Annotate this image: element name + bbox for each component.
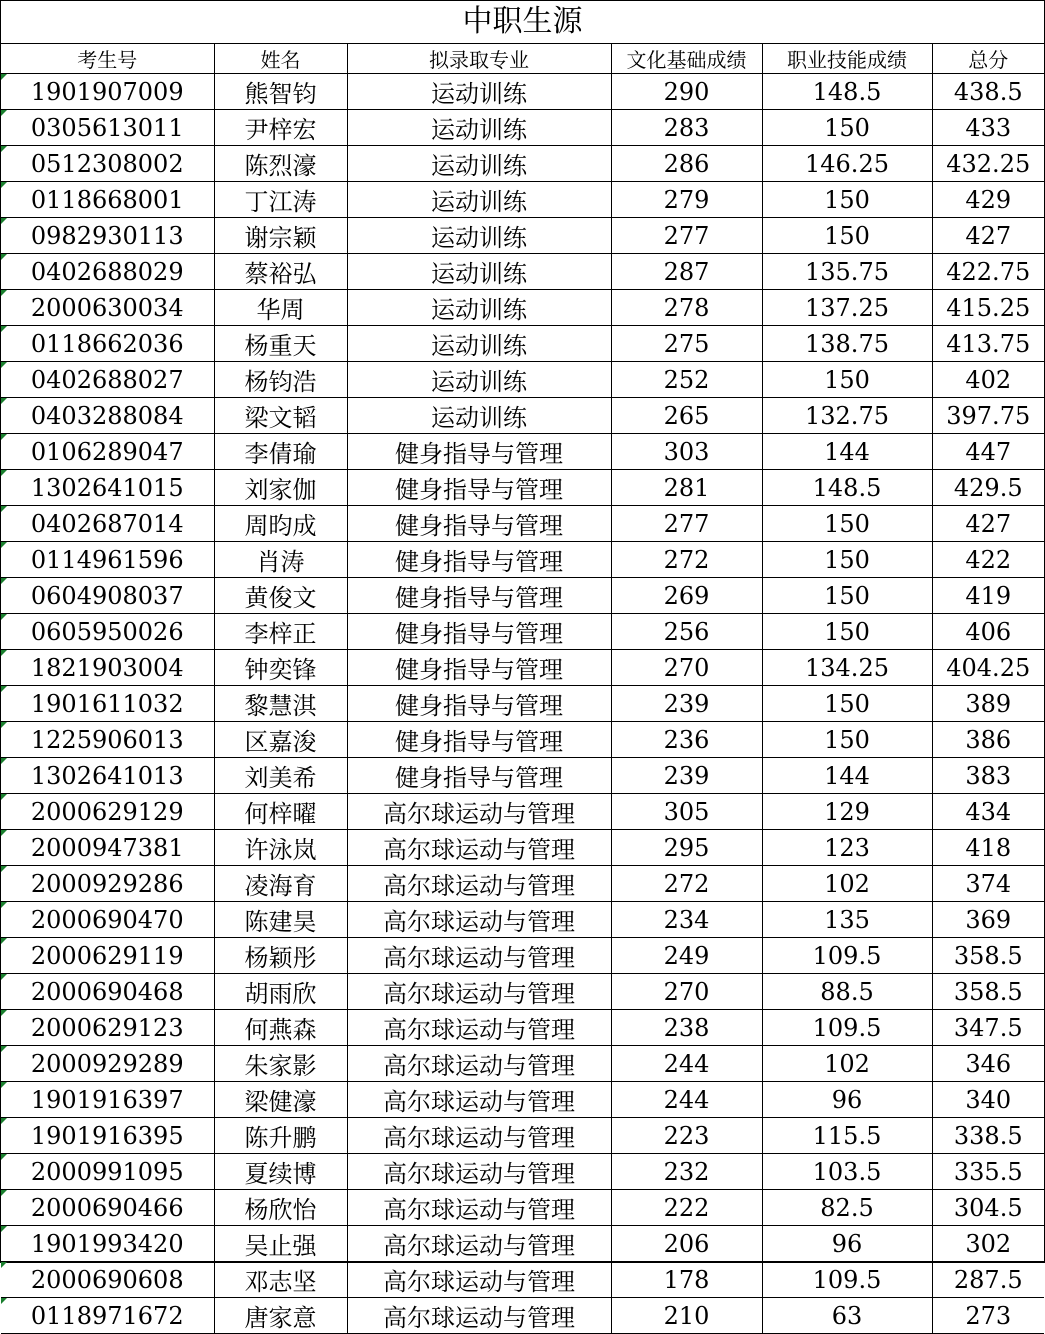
cell-skill-score[interactable]: 150	[762, 362, 932, 398]
cell-total[interactable]: 415.25	[932, 290, 1044, 326]
cell-culture-score[interactable]: 238	[611, 1010, 762, 1046]
cell-exam-id[interactable]: 2000929286	[1, 866, 214, 902]
cell-total[interactable]: 346	[932, 1046, 1044, 1082]
header-cell-skill-score[interactable]: 职业技能成绩	[762, 44, 932, 74]
cell-total[interactable]: 340	[932, 1082, 1044, 1118]
cell-major[interactable]: 健身指导与管理	[347, 686, 611, 722]
cell-exam-id[interactable]: 0605950026	[1, 614, 214, 650]
header-cell-culture-score[interactable]: 文化基础成绩	[611, 44, 762, 74]
table-row	[1, 1298, 1044, 1334]
cell-culture-score[interactable]: 278	[611, 290, 762, 326]
cell-culture-score[interactable]: 270	[611, 974, 762, 1010]
cell-major[interactable]: 高尔球运动与管理	[347, 1118, 611, 1154]
cell-major[interactable]: 健身指导与管理	[347, 578, 611, 614]
cell-exam-id[interactable]: 1302641013	[1, 758, 214, 794]
cell-culture-score[interactable]: 286	[611, 146, 762, 182]
cell-total[interactable]: 419	[932, 578, 1044, 614]
cell-skill-score[interactable]: 137.25	[762, 290, 932, 326]
cell-exam-id[interactable]: 0118662036	[1, 326, 214, 362]
cell-culture-score[interactable]: 277	[611, 218, 762, 254]
cell-culture-score[interactable]: 303	[611, 434, 762, 470]
cell-skill-score[interactable]: 96	[762, 1226, 932, 1262]
cell-major[interactable]: 高尔球运动与管理	[347, 1154, 611, 1190]
cell-major[interactable]: 高尔球运动与管理	[347, 1226, 611, 1262]
cell-name[interactable]: 谢宗颖	[214, 218, 347, 254]
cell-culture-score[interactable]: 275	[611, 326, 762, 362]
cell-total[interactable]: 433	[932, 110, 1044, 146]
table-row	[1, 1118, 1044, 1154]
cell-culture-score[interactable]: 239	[611, 758, 762, 794]
cell-skill-score[interactable]: 135	[762, 902, 932, 938]
cell-skill-score[interactable]: 150	[762, 686, 932, 722]
cell-major[interactable]: 健身指导与管理	[347, 542, 611, 578]
cell-total[interactable]: 383	[932, 758, 1044, 794]
cell-name[interactable]: 蔡裕弘	[214, 254, 347, 290]
cell-exam-id[interactable]: 1901907009	[1, 74, 214, 110]
cell-total[interactable]: 335.5	[932, 1154, 1044, 1190]
cell-exam-id[interactable]: 0402688029	[1, 254, 214, 290]
cell-total[interactable]: 389	[932, 686, 1044, 722]
cell-exam-id[interactable]: 0512308002	[1, 146, 214, 182]
table-row	[1, 1082, 1044, 1118]
cell-skill-score[interactable]: 150	[762, 542, 932, 578]
cell-total[interactable]: 404.25	[932, 650, 1044, 686]
cell-major[interactable]: 健身指导与管理	[347, 470, 611, 506]
table-row	[1, 398, 1044, 434]
cell-total[interactable]: 422	[932, 542, 1044, 578]
cell-skill-score[interactable]: 82.5	[762, 1190, 932, 1226]
cell-total[interactable]: 406	[932, 614, 1044, 650]
cell-culture-score[interactable]: 305	[611, 794, 762, 830]
cell-total[interactable]: 287.5	[932, 1262, 1044, 1298]
cell-total[interactable]: 338.5	[932, 1118, 1044, 1154]
cell-culture-score[interactable]: 295	[611, 830, 762, 866]
cell-major[interactable]: 健身指导与管理	[347, 758, 611, 794]
cell-name[interactable]: 陈建昊	[214, 902, 347, 938]
cell-exam-id[interactable]: 2000690608	[1, 1262, 214, 1298]
cell-skill-score[interactable]: 138.75	[762, 326, 932, 362]
cell-culture-score[interactable]: 232	[611, 1154, 762, 1190]
cell-total[interactable]: 429.5	[932, 470, 1044, 506]
cell-exam-id[interactable]: 1901611032	[1, 686, 214, 722]
cell-major[interactable]: 健身指导与管理	[347, 650, 611, 686]
cell-exam-id[interactable]: 1225906013	[1, 722, 214, 758]
cell-total[interactable]: 427	[932, 506, 1044, 542]
cell-name[interactable]: 刘家伽	[214, 470, 347, 506]
cell-skill-score[interactable]: 150	[762, 182, 932, 218]
cell-exam-id[interactable]: 0114961596	[1, 542, 214, 578]
cell-total[interactable]: 369	[932, 902, 1044, 938]
table-row	[1, 938, 1044, 974]
cell-skill-score[interactable]: 103.5	[762, 1154, 932, 1190]
table-row	[1, 146, 1044, 182]
cell-culture-score[interactable]: 244	[611, 1046, 762, 1082]
cell-major[interactable]: 健身指导与管理	[347, 614, 611, 650]
cell-skill-score[interactable]: 88.5	[762, 974, 932, 1010]
table-row	[1, 1262, 1044, 1298]
cell-culture-score[interactable]: 281	[611, 470, 762, 506]
table-row	[1, 542, 1044, 578]
cell-total[interactable]: 358.5	[932, 974, 1044, 1010]
table-row	[1, 290, 1044, 326]
cell-culture-score[interactable]: 269	[611, 578, 762, 614]
cell-skill-score[interactable]: 148.5	[762, 470, 932, 506]
cell-culture-score[interactable]: 287	[611, 254, 762, 290]
cell-name[interactable]: 杨钧浩	[214, 362, 347, 398]
cell-culture-score[interactable]: 210	[611, 1298, 762, 1334]
cell-exam-id[interactable]: 0118668001	[1, 182, 214, 218]
cell-culture-score[interactable]: 236	[611, 722, 762, 758]
cell-culture-score[interactable]: 277	[611, 506, 762, 542]
cell-exam-id[interactable]: 0402687014	[1, 506, 214, 542]
cell-major[interactable]: 运动训练	[347, 326, 611, 362]
cell-name[interactable]: 吴止强	[214, 1226, 347, 1262]
cell-major[interactable]: 高尔球运动与管理	[347, 866, 611, 902]
cell-exam-id[interactable]: 0604908037	[1, 578, 214, 614]
cell-exam-id[interactable]: 2000929289	[1, 1046, 214, 1082]
cell-major[interactable]: 运动训练	[347, 110, 611, 146]
cell-culture-score[interactable]: 283	[611, 110, 762, 146]
cell-total[interactable]: 413.75	[932, 326, 1044, 362]
table-row	[1, 218, 1044, 254]
cell-name[interactable]: 周昀成	[214, 506, 347, 542]
cell-total[interactable]: 358.5	[932, 938, 1044, 974]
cell-major[interactable]: 运动训练	[347, 362, 611, 398]
cell-exam-id[interactable]: 2000690468	[1, 974, 214, 1010]
cell-major[interactable]: 运动训练	[347, 254, 611, 290]
cell-name[interactable]: 何燕森	[214, 1010, 347, 1046]
cell-total[interactable]: 434	[932, 794, 1044, 830]
cell-culture-score[interactable]: 256	[611, 614, 762, 650]
cell-major[interactable]: 高尔球运动与管理	[347, 1262, 611, 1298]
table-row	[1, 866, 1044, 902]
cell-major[interactable]: 高尔球运动与管理	[347, 1010, 611, 1046]
table-row	[1, 902, 1044, 938]
cell-name[interactable]: 梁健濠	[214, 1082, 347, 1118]
table-row	[1, 254, 1044, 290]
cell-skill-score[interactable]: 148.5	[762, 74, 932, 110]
header-cell-name[interactable]: 姓名	[214, 44, 347, 74]
cell-name[interactable]: 肖涛	[214, 542, 347, 578]
cell-total[interactable]: 397.75	[932, 398, 1044, 434]
table-row	[1, 650, 1044, 686]
cell-exam-id[interactable]: 0402688027	[1, 362, 214, 398]
cell-name[interactable]: 丁江涛	[214, 182, 347, 218]
cell-total[interactable]: 447	[932, 434, 1044, 470]
table-row	[1, 74, 1044, 110]
cell-skill-score[interactable]: 102	[762, 1046, 932, 1082]
table-row	[1, 686, 1044, 722]
cell-name[interactable]: 李倩瑜	[214, 434, 347, 470]
cell-culture-score[interactable]: 244	[611, 1082, 762, 1118]
cell-skill-score[interactable]: 144	[762, 758, 932, 794]
cell-total[interactable]: 302	[932, 1226, 1044, 1262]
cell-total[interactable]: 386	[932, 722, 1044, 758]
cell-major[interactable]: 运动训练	[347, 74, 611, 110]
table-row	[1, 182, 1044, 218]
cell-major[interactable]: 运动训练	[347, 182, 611, 218]
table-row	[1, 1190, 1044, 1226]
cell-major[interactable]: 高尔球运动与管理	[347, 938, 611, 974]
cell-culture-score[interactable]: 252	[611, 362, 762, 398]
table-row	[1, 470, 1044, 506]
table-row	[1, 578, 1044, 614]
table-row	[1, 830, 1044, 866]
cell-major[interactable]: 运动训练	[347, 146, 611, 182]
cell-name[interactable]: 钟奕锋	[214, 650, 347, 686]
cell-exam-id[interactable]: 0106289047	[1, 434, 214, 470]
cell-name[interactable]: 李梓正	[214, 614, 347, 650]
cell-name[interactable]: 华周	[214, 290, 347, 326]
cell-name[interactable]: 许泳岚	[214, 830, 347, 866]
table-row	[1, 506, 1044, 542]
cell-total[interactable]: 402	[932, 362, 1044, 398]
cell-name[interactable]: 夏续博	[214, 1154, 347, 1190]
cell-major[interactable]: 高尔球运动与管理	[347, 830, 611, 866]
cell-major[interactable]: 运动训练	[347, 218, 611, 254]
cell-name[interactable]: 陈烈濠	[214, 146, 347, 182]
cell-skill-score[interactable]: 150	[762, 578, 932, 614]
cell-skill-score[interactable]: 132.75	[762, 398, 932, 434]
cell-skill-score[interactable]: 150	[762, 218, 932, 254]
cell-skill-score[interactable]: 115.5	[762, 1118, 932, 1154]
table-row	[1, 1154, 1044, 1190]
cell-name[interactable]: 胡雨欣	[214, 974, 347, 1010]
cell-exam-id[interactable]: 1302641015	[1, 470, 214, 506]
cell-name[interactable]: 区嘉浚	[214, 722, 347, 758]
cell-skill-score[interactable]: 102	[762, 866, 932, 902]
score-table	[1, 44, 1044, 1334]
cell-total[interactable]: 273	[932, 1298, 1044, 1334]
sheet-title: 中职生源	[1, 1, 1044, 44]
cell-major[interactable]: 高尔球运动与管理	[347, 902, 611, 938]
cell-skill-score[interactable]: 150	[762, 722, 932, 758]
table-row	[1, 758, 1044, 794]
cell-culture-score[interactable]: 222	[611, 1190, 762, 1226]
cell-exam-id[interactable]: 1901916397	[1, 1082, 214, 1118]
table-row	[1, 1046, 1044, 1082]
cell-exam-id[interactable]: 2000690470	[1, 902, 214, 938]
table-row	[1, 1010, 1044, 1046]
cell-name[interactable]: 朱家影	[214, 1046, 347, 1082]
cell-major[interactable]: 运动训练	[347, 290, 611, 326]
cell-name[interactable]: 邓志坚	[214, 1262, 347, 1298]
cell-name[interactable]: 唐家意	[214, 1298, 347, 1334]
cell-culture-score[interactable]: 223	[611, 1118, 762, 1154]
cell-total[interactable]: 347.5	[932, 1010, 1044, 1046]
header-cell-total[interactable]: 总分	[932, 44, 1044, 74]
cell-name[interactable]: 刘美希	[214, 758, 347, 794]
cell-exam-id[interactable]: 2000991095	[1, 1154, 214, 1190]
header-cell-exam-id[interactable]: 考生号	[1, 44, 214, 74]
cell-skill-score[interactable]: 150	[762, 110, 932, 146]
table-row	[1, 722, 1044, 758]
cell-major[interactable]: 运动训练	[347, 398, 611, 434]
cell-total[interactable]: 374	[932, 866, 1044, 902]
cell-major[interactable]: 高尔球运动与管理	[347, 1298, 611, 1334]
table-row	[1, 434, 1044, 470]
header-row	[1, 44, 1044, 74]
table-row	[1, 794, 1044, 830]
cell-total[interactable]: 429	[932, 182, 1044, 218]
cell-culture-score[interactable]: 234	[611, 902, 762, 938]
cell-major[interactable]: 健身指导与管理	[347, 434, 611, 470]
cell-major[interactable]: 高尔球运动与管理	[347, 974, 611, 1010]
cell-name[interactable]: 杨重天	[214, 326, 347, 362]
cell-exam-id[interactable]: 0982930113	[1, 218, 214, 254]
cell-total[interactable]: 432.25	[932, 146, 1044, 182]
cell-total[interactable]: 422.75	[932, 254, 1044, 290]
cell-exam-id[interactable]: 0305613011	[1, 110, 214, 146]
cell-name[interactable]: 陈升鹏	[214, 1118, 347, 1154]
cell-major[interactable]: 高尔球运动与管理	[347, 1046, 611, 1082]
cell-skill-score[interactable]: 134.25	[762, 650, 932, 686]
table-row	[1, 326, 1044, 362]
cell-skill-score[interactable]: 109.5	[762, 938, 932, 974]
cell-skill-score[interactable]: 146.25	[762, 146, 932, 182]
table-row	[1, 362, 1044, 398]
cell-skill-score[interactable]: 123	[762, 830, 932, 866]
cell-major[interactable]: 健身指导与管理	[347, 722, 611, 758]
cell-name[interactable]: 尹梓宏	[214, 110, 347, 146]
cell-name[interactable]: 杨欣怡	[214, 1190, 347, 1226]
cell-culture-score[interactable]: 178	[611, 1262, 762, 1298]
cell-skill-score[interactable]: 129	[762, 794, 932, 830]
cell-total[interactable]: 438.5	[932, 74, 1044, 110]
table-row	[1, 974, 1044, 1010]
cell-culture-score[interactable]: 206	[611, 1226, 762, 1262]
cell-name[interactable]: 何梓曜	[214, 794, 347, 830]
cell-culture-score[interactable]: 279	[611, 182, 762, 218]
cell-skill-score[interactable]: 135.75	[762, 254, 932, 290]
cell-exam-id[interactable]: 1901993420	[1, 1226, 214, 1262]
cell-culture-score[interactable]: 239	[611, 686, 762, 722]
cell-skill-score[interactable]: 63	[762, 1298, 932, 1334]
cell-culture-score[interactable]: 272	[611, 542, 762, 578]
cell-culture-score[interactable]: 290	[611, 74, 762, 110]
cell-skill-score[interactable]: 96	[762, 1082, 932, 1118]
cell-name[interactable]: 杨颖彤	[214, 938, 347, 974]
cell-exam-id[interactable]: 0118971672	[1, 1298, 214, 1334]
cell-culture-score[interactable]: 265	[611, 398, 762, 434]
cell-culture-score[interactable]: 249	[611, 938, 762, 974]
cell-total[interactable]: 418	[932, 830, 1044, 866]
cell-name[interactable]: 凌海育	[214, 866, 347, 902]
cell-exam-id[interactable]: 2000630034	[1, 290, 214, 326]
cell-total[interactable]: 304.5	[932, 1190, 1044, 1226]
cell-name[interactable]: 熊智钧	[214, 74, 347, 110]
cell-exam-id[interactable]: 0403288084	[1, 398, 214, 434]
cell-name[interactable]: 黎慧淇	[214, 686, 347, 722]
cell-skill-score[interactable]: 150	[762, 506, 932, 542]
table-row	[1, 110, 1044, 146]
cell-exam-id[interactable]: 2000947381	[1, 830, 214, 866]
cell-total[interactable]: 427	[932, 218, 1044, 254]
cell-name[interactable]: 梁文韬	[214, 398, 347, 434]
cell-skill-score[interactable]: 144	[762, 434, 932, 470]
cell-exam-id[interactable]: 1821903004	[1, 650, 214, 686]
header-cell-major[interactable]: 拟录取专业	[347, 44, 611, 74]
table-row	[1, 614, 1044, 650]
table-row	[1, 1226, 1044, 1262]
cell-skill-score[interactable]: 109.5	[762, 1262, 932, 1298]
cell-exam-id[interactable]: 2000690466	[1, 1190, 214, 1226]
cell-skill-score[interactable]: 109.5	[762, 1010, 932, 1046]
cell-skill-score[interactable]: 150	[762, 614, 932, 650]
cell-major[interactable]: 健身指导与管理	[347, 506, 611, 542]
cell-exam-id[interactable]: 2000629119	[1, 938, 214, 974]
cell-culture-score[interactable]: 272	[611, 866, 762, 902]
cell-major[interactable]: 高尔球运动与管理	[347, 1190, 611, 1226]
cell-culture-score[interactable]: 270	[611, 650, 762, 686]
cell-exam-id[interactable]: 1901916395	[1, 1118, 214, 1154]
cell-exam-id[interactable]: 2000629123	[1, 1010, 214, 1046]
cell-name[interactable]: 黄俊文	[214, 578, 347, 614]
cell-exam-id[interactable]: 2000629129	[1, 794, 214, 830]
cell-major[interactable]: 高尔球运动与管理	[347, 1082, 611, 1118]
cell-major[interactable]: 高尔球运动与管理	[347, 794, 611, 830]
